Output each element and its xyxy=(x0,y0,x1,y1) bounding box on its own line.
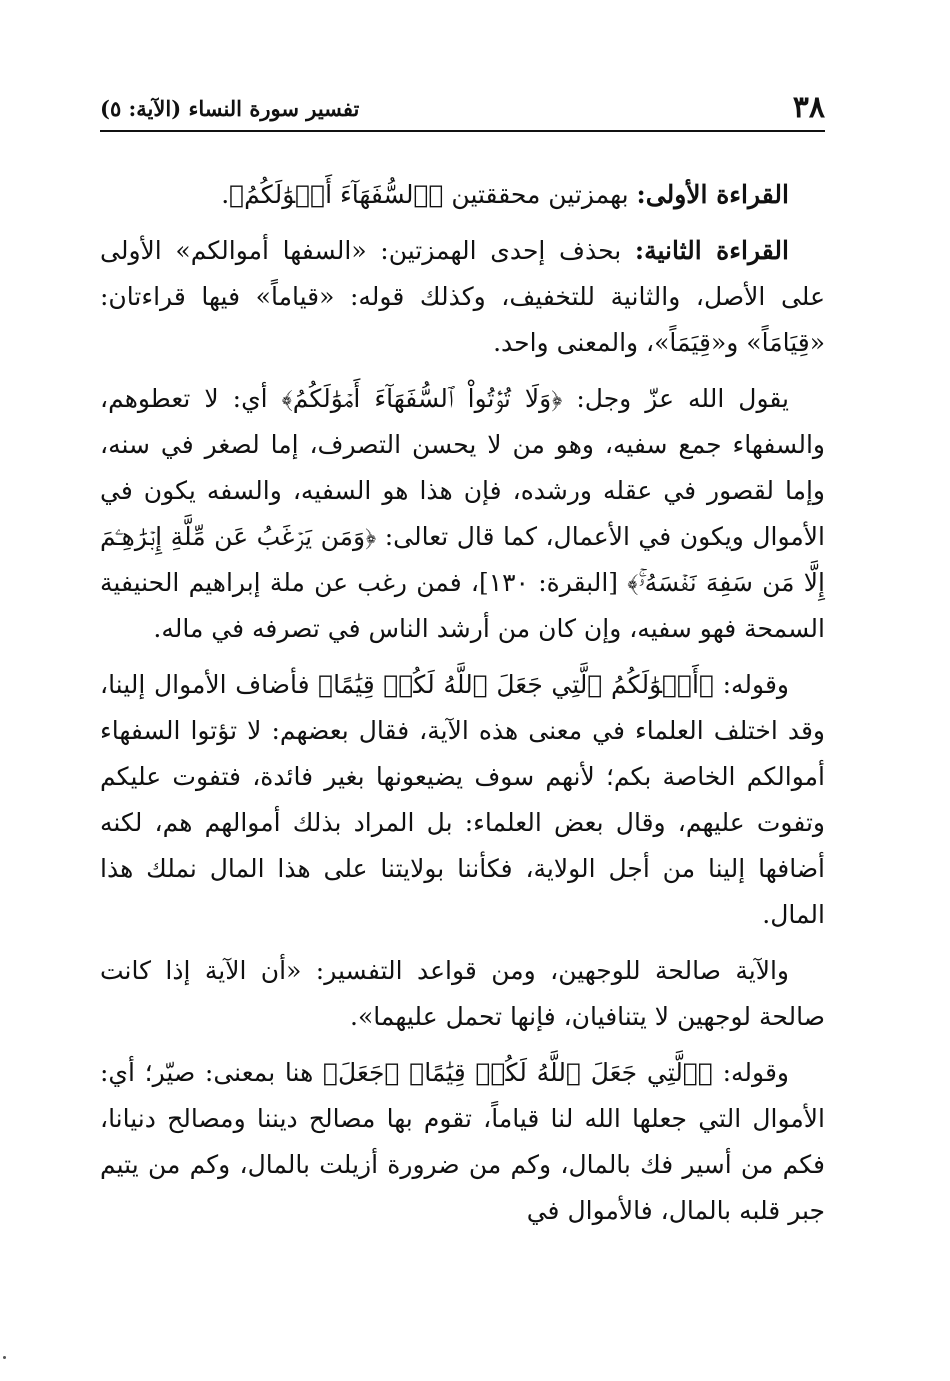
paragraph-first-reading xyxy=(100,172,825,218)
paragraph-text: بحذف إحدى الهمزتين: «السفها أموالكم» الأولى على الأصل، والثانية للتخفيف، وكذلك قوله: «قياماً» فيها قراءتان: «قِيَامَاً» و«قِيَمَاً»، والمعنى واحد. xyxy=(100,236,825,357)
paragraph-text: وقوله: ﴿أَمۡوَٰلَكُمُ ٱلَّتِي جَعَلَ ٱللَّهُ لَكُمۡ قِيَٰمًا﴾ فأضاف الأموال إلينا، وقد اختلف العلماء في معنى هذه الآية، فقال بعضهم: لا تؤتوا السفهاء أموالكم الخاصة بكم؛ لأنهم سوف يضيعونها بغير فائدة، فتفوت عليكم وتفوت عليهم، وقال بعض العلماء: بل المراد بذلك أموالهم هم، لكنه أضافها إلينا من أجل الولاية، فكأننا بولايتنا على هذا المال نملك هذا المال. xyxy=(100,670,825,929)
running-title: تفسير سورة النساء (الآية: ٥) xyxy=(100,96,360,121)
page-number: ٣٨ xyxy=(792,90,825,125)
paragraph-text: وقوله: ﴿ٱلَّتِي جَعَلَ ٱللَّهُ لَكُمۡ قِيَٰمًا﴾ ﴿جَعَلَ﴾ هنا بمعنى: صيّر؛ أي: الأموال التي جعلها الله لنا قياماً، تقوم بها مصالح ديننا ومصالح دنيانا، فكم من أسير فك بالمال، وكم من ضرورة أزيلت بالمال، وكم من يتيم جبر قلبه بالمال، فالأموال في xyxy=(100,1058,825,1225)
header-divider xyxy=(100,130,825,132)
paragraph-text: يقول الله عزّ وجل: ﴿وَلَا تُؤۡتُواْ ٱلسُّفَهَآءَ أَمۡوَٰلَكُمُ﴾ أي: لا تعطوهم، والسفهاء جمع سفيه، وهو من لا يحسن التصرف، إما لصغر في سنه، وإما لقصور في عقله ورشده، فإن هذا هو السفيه، والسفه يكون في الأموال ويكون في الأعمال، كما قال تعالى: ﴿وَمَن يَرۡغَبُ عَن مِّلَّةِ إِبۡرَٰهِـۧمَ إِلَّا مَن سَفِهَ نَفۡسَهُۥۚ﴾ [البقرة: ١٣٠]، فمن رغب عن ملة إبراهيم الحنيفية السمحة فهو سفيه، وإن كان من أرشد الناس في تصرفه في ماله. xyxy=(100,384,825,643)
paragraph-amwalakum xyxy=(100,662,825,938)
paragraph-lead: القراءة الثانية: xyxy=(634,236,789,265)
paragraph-lead: القراءة الأولى: xyxy=(636,180,789,209)
paragraph-qiyaman xyxy=(100,1050,825,1234)
paragraph-text: والآية صالحة للوجهين، ومن قواعد التفسير: «أن الآية إذا كانت صالحة لوجهين لا يتنافيان، فإنها تحمل عليهما». xyxy=(100,956,825,1031)
paragraph-text: بهمزتين محققتين ﴿ٱلسُّفَهَآءَ أَمۡوَٰلَكُمُ﴾. xyxy=(221,180,637,209)
page-header xyxy=(100,88,825,132)
paragraph-second-reading xyxy=(100,228,825,366)
paragraph-two-meanings xyxy=(100,948,825,1040)
paragraph-sufaha-meaning xyxy=(100,376,825,652)
scan-speck xyxy=(3,1356,6,1359)
book-page xyxy=(100,0,825,1381)
body-text xyxy=(100,172,825,1244)
